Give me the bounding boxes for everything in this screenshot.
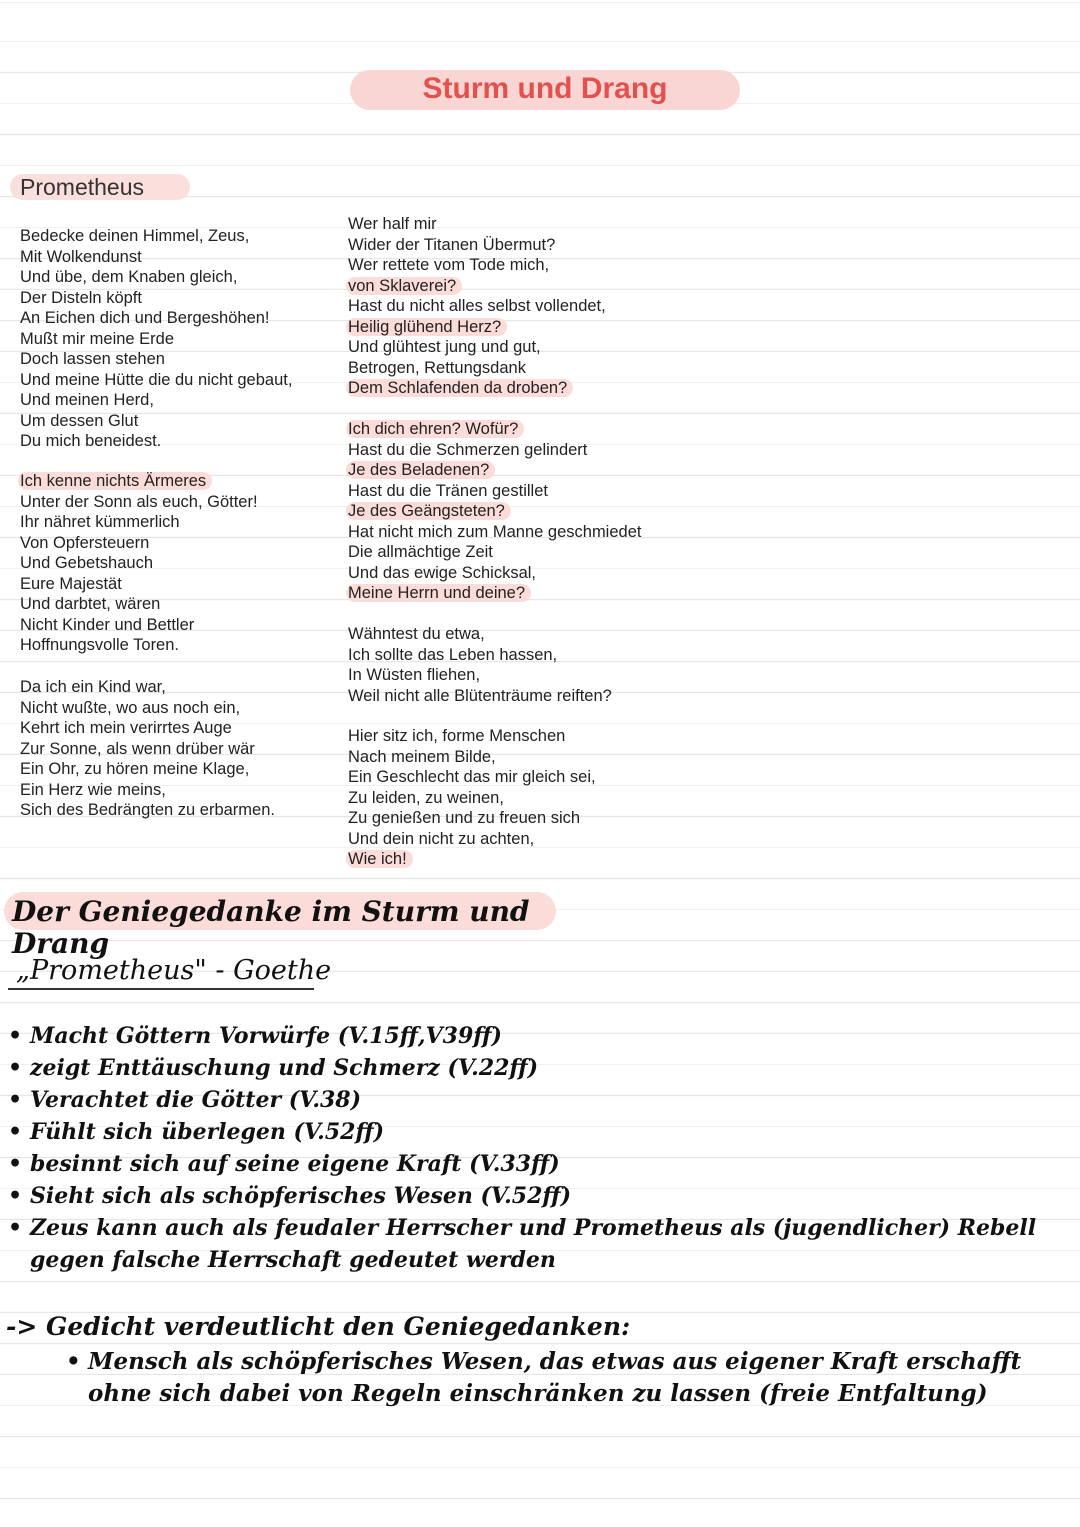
notes-bullet: • zeigt Enttäuschung und Schmerz (V.22ff): [6, 1052, 1070, 1084]
poem-line: Nicht Kinder und Bettler: [20, 615, 195, 634]
poem-stanza: [20, 226, 292, 452]
poem-line: Ein Herz wie meins,: [20, 780, 166, 799]
poem-line: Wider der Titanen Übermut?: [348, 235, 556, 254]
page-title-highlight: [350, 70, 740, 110]
poem-line: von Sklaverei?: [346, 277, 462, 295]
poem-line: Und darbtet, wären: [20, 595, 161, 613]
subheading-underline: [8, 988, 314, 990]
notes-bullet: • Verachtet die Götter (V.38): [6, 1084, 1070, 1116]
poem-stanza: [20, 471, 258, 656]
poem-line: Betrogen, Rettungsdank: [348, 358, 526, 377]
poem-line-wrapper: [348, 583, 641, 604]
poem-line: Zur Sonne, als wenn drüber wär: [20, 739, 255, 758]
poem-line-wrapper: [348, 317, 606, 338]
poem-line: Die allmächtige Zeit: [348, 543, 493, 561]
poem-line: Weil nicht alle Blütenträume reiften?: [348, 686, 612, 705]
poem-line: Hat nicht mich zum Manne geschmiedet: [348, 522, 642, 541]
page-title: Sturm und Drang: [422, 72, 668, 105]
poem-line: Wähntest du etwa,: [348, 625, 485, 643]
poem-line: Hier sitz ich, forme Menschen: [348, 727, 566, 745]
poem-line: Hast du nicht alles selbst vollendet,: [348, 297, 606, 315]
poem-line: Wer half mir: [348, 215, 437, 233]
poem-line-wrapper: [348, 378, 606, 399]
poem-line: Und meinen Herd,: [20, 391, 154, 409]
poem-line: Zu leiden, zu weinen,: [348, 788, 504, 807]
poem-stanza: [20, 677, 275, 821]
poem-line: Hast du die Schmerzen gelindert: [348, 440, 588, 459]
poem-line: Ich sollte das Leben hassen,: [348, 645, 558, 664]
poem-stanza: [348, 726, 596, 870]
poem-line-wrapper: [348, 849, 596, 870]
poem-line-wrapper: [348, 276, 606, 297]
notes-heading: Der Geniegedanke im Sturm und Drang: [12, 895, 530, 960]
conclusion-line: -> Gedicht verdeutlicht den Geniegedanken:: [6, 1312, 631, 1341]
poem-line: Doch lassen stehen: [20, 350, 165, 368]
poem-line: Hoffnungsvolle Toren.: [20, 636, 179, 654]
poem-line: Sich des Bedrängten zu erbarmen.: [20, 801, 275, 819]
poem-title-highlight: [10, 174, 190, 200]
poem-stanza: [348, 419, 641, 604]
notes-bullet: • Zeus kann auch als feudaler Herrscher und Prometheus als (jugendlicher) Rebell gegen falsche Herrschaft gedeutet werden: [6, 1212, 1070, 1276]
notes-bullet: • besinnt sich auf seine eigene Kraft (V.33ff): [6, 1148, 1070, 1180]
poem-line-wrapper: [348, 419, 641, 440]
conclusion-bullet: • Mensch als schöpferisches Wesen, das etwas aus eigener Kraft erschafft ohne sich dabei von Regeln einschränken zu lassen (freie Entfaltung): [66, 1346, 1078, 1410]
poem-line-wrapper: [348, 460, 641, 481]
poem-line-wrapper: [348, 501, 641, 522]
poem-line: Ein Ohr, zu hören meine Klage,: [20, 760, 250, 778]
poem-line: Um dessen Glut: [20, 411, 139, 430]
poem-line: Kehrt ich mein verirrtes Auge: [20, 719, 232, 737]
poem-line: Ein Geschlecht das mir gleich sei,: [348, 768, 596, 786]
poem-line: Da ich ein Kind war,: [20, 678, 166, 696]
notes-bullet: • Sieht sich als schöpferisches Wesen (V.52ff): [6, 1180, 1070, 1212]
poem-line: Je des Beladenen?: [346, 461, 495, 479]
poem-stanza: [348, 624, 612, 706]
poem-line: Dem Schlafenden da droben?: [346, 379, 573, 397]
poem-line: Und meine Hütte die du nicht gebaut,: [20, 370, 293, 389]
poem-line: Der Disteln köpft: [20, 288, 142, 307]
poem-line: Wer rettete vom Tode mich,: [348, 256, 550, 274]
poem-line: Nicht wußte, wo aus noch ein,: [20, 698, 241, 717]
poem-line: Mußt mir meine Erde: [20, 329, 175, 348]
poem-line: In Wüsten fliehen,: [348, 666, 481, 684]
poem-line: Eure Majestät: [20, 574, 122, 593]
poem-line: Und glühtest jung und gut,: [348, 338, 541, 356]
poem-line: Wie ich!: [346, 850, 413, 868]
notes-bullet: • Fühlt sich überlegen (V.52ff): [6, 1116, 1070, 1148]
notes-bullet-list: [6, 1020, 1070, 1276]
notes-subheading: „Prometheus" - Goethe: [16, 955, 332, 986]
poem-line: Und das ewige Schicksal,: [348, 563, 537, 582]
poem-line: Hast du die Tränen gestillet: [348, 481, 548, 500]
poem-line: Von Opfersteuern: [20, 533, 150, 552]
poem-line: Und dein nicht zu achten,: [348, 829, 535, 848]
notes-bullet: • Macht Göttern Vorwürfe (V.15ff,V39ff): [6, 1020, 1070, 1052]
poem-line: Ich kenne nichts Ärmeres: [18, 472, 212, 490]
poem-line: Je des Geängsteten?: [346, 502, 511, 520]
poem-line: Unter der Sonn als euch, Götter!: [20, 492, 258, 511]
poem-line: Meine Herrn und deine?: [346, 584, 531, 602]
notes-heading-highlight: [4, 892, 556, 960]
poem-line: An Eichen dich und Bergeshöhen!: [20, 309, 270, 327]
poem-line: Und Gebetshauch: [20, 554, 154, 572]
poem-line-wrapper: [20, 471, 258, 492]
poem-line: Ich dich ehren? Wofür?: [346, 420, 524, 438]
poem-line: Ihr nähret kümmerlich: [20, 513, 180, 531]
poem-line: Zu genießen und zu freuen sich: [348, 809, 581, 827]
poem-line: Und übe, dem Knaben gleich,: [20, 268, 238, 286]
poem-line: Nach meinem Bilde,: [348, 747, 496, 766]
poem-line: Bedecke deinen Himmel, Zeus,: [20, 227, 250, 245]
poem-line: Mit Wolkendunst: [20, 247, 142, 266]
poem-line: Heilig glühend Herz?: [346, 318, 507, 336]
poem-line: Du mich beneidest.: [20, 432, 162, 450]
poem-title: Prometheus: [20, 174, 145, 200]
poem-stanza: [348, 214, 606, 399]
